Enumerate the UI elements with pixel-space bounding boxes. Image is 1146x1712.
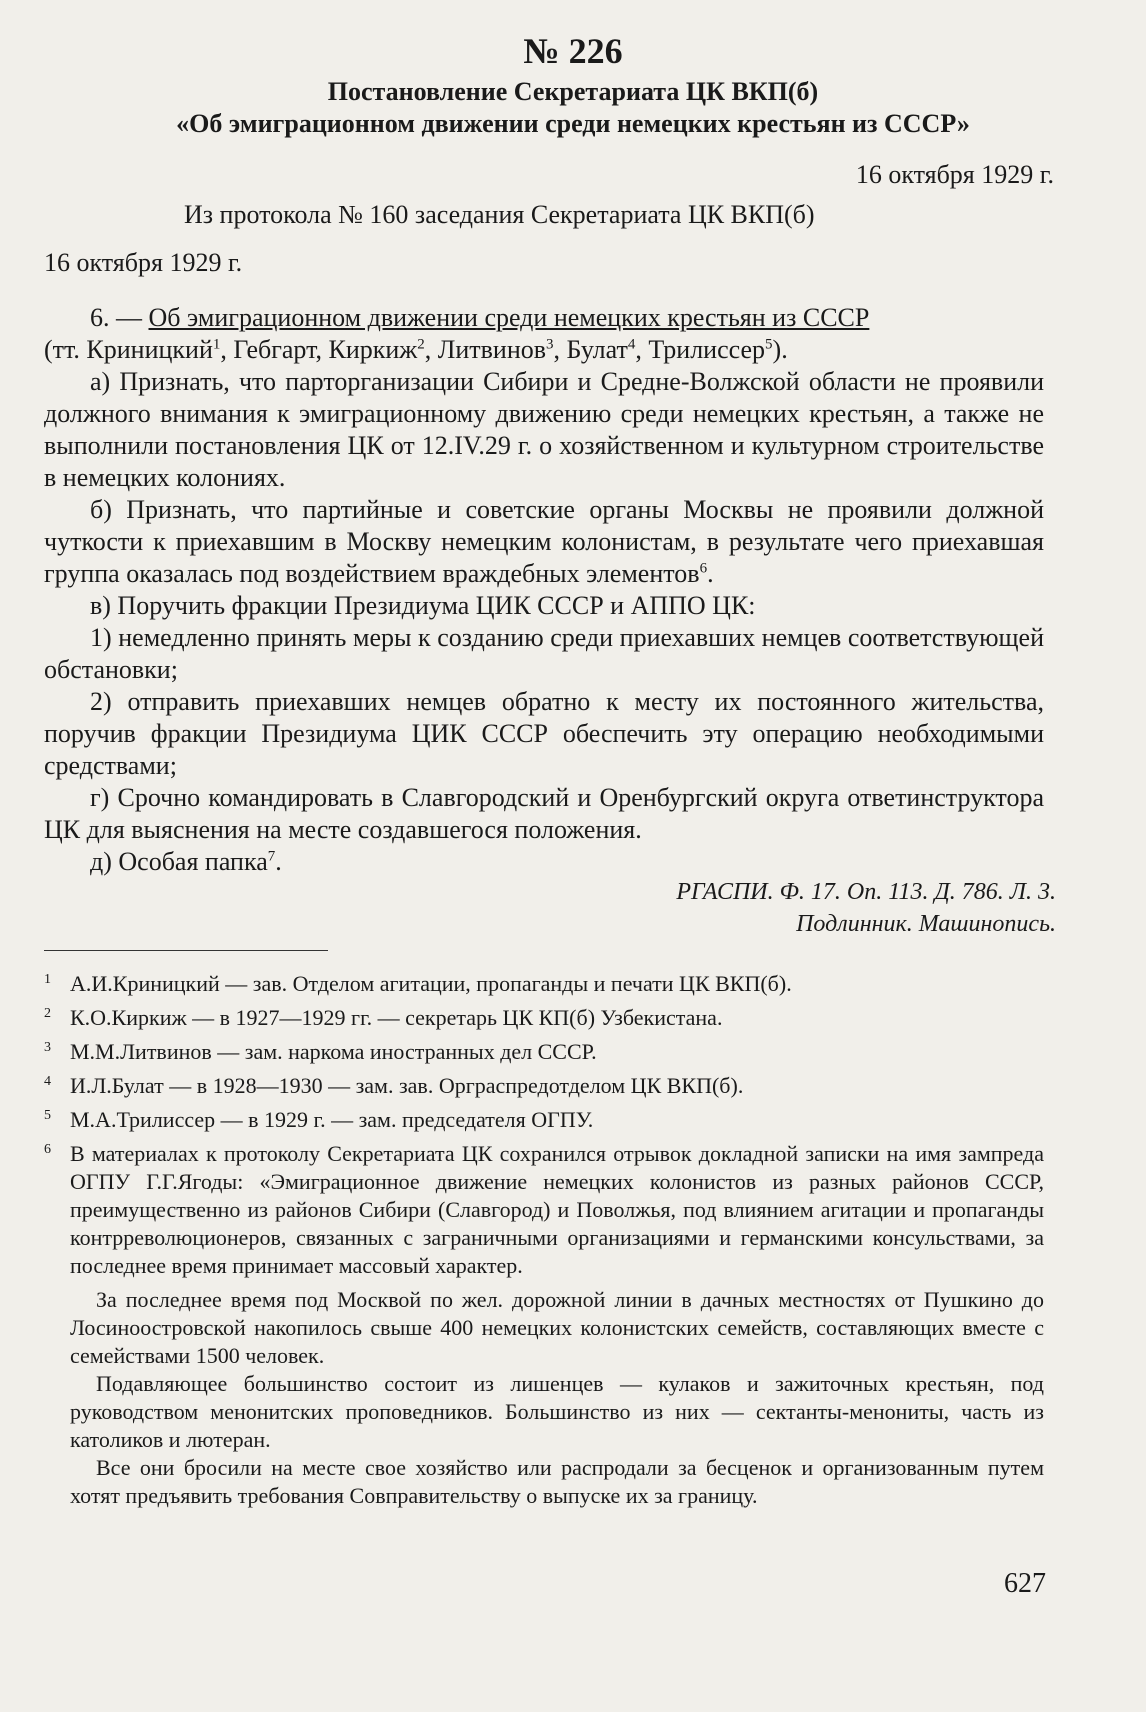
footnote: 4 И.Л.Булат — в 1928—1930 — зам. зав. Орграспредотделом ЦК ВКП(б). [44,1073,744,1098]
page-number: 627 [1004,1568,1046,1599]
agenda-item-prefix: 6. — [90,303,149,332]
title-line-1: Постановление Секретариата ЦК ВКП(б) [327,77,819,106]
footnote: 5 М.А.Трилиссер — в 1929 г. — зам. председателя ОГПУ. [44,1107,594,1132]
archive-note: Подлинник. Машинопись. [796,911,1056,937]
footnote: 1 А.И.Криницкий — зав. Отделом агитации, пропаганды и печати ЦК ВКП(б). [44,971,792,996]
footnote: 6 В материалах к протоколу Секретариата ЦК сохранился отрывок докладной записки на имя зампреда ОГПУ Г.Г.Ягоды: «Эмиграционное движение немецких колонистов из разных районов СССР, преимущественно из районов Сибири (Славгород) и Поволжья, под влиянием агитации и пропаганды контрреволюционеров, связанных с заграничными организациями и германскими консульствами, за последнее время принимает массовый характер. [44,1141,1044,1278]
resolution-point-g: г) Срочно командировать в Славгородский и Оренбургский округа ответинструктора ЦК для выяснения на месте создавшегося положения. [44,783,1044,844]
footnote: 2 К.О.Киркиж — в 1927—1929 гг. — секретарь ЦК КП(б) Узбекистана. [44,1005,723,1030]
title-line-2: «Об эмиграционном движении среди немецких крестьян из СССР» [176,109,970,138]
footnote-paragraph: За последнее время под Москвой по жел. дорожной линии в дачных местностях от Пушкино до Лосиноостровской накопилось свыше 400 немецких колонистских семейств, составляющих вместе с семействами 1500 человек. [70,1287,1044,1368]
footnotes [44,970,1044,1510]
resolution-subpoint-2: 2) отправить приехавших немцев обратно к месту их постоянного жительства, поручив фракции Президиума ЦИК СССР обеспечить эту операцию необходимыми средствами; [44,687,1044,780]
protocol-heading: Из протокола № 160 заседания Секретариата ЦК ВКП(б) [184,200,815,229]
footnote-paragraph: Подавляющее большинство состоит из лишенцев — кулаков и зажиточных крестьян, под руководством менонитских проповедников. Большинство из них — сектанты-менониты, часть из католиков и лютеран. [70,1371,1044,1452]
agenda-item-heading [44,302,1044,334]
resolution-point-d: д) Особая папка$^7$. [90,847,282,876]
footnote-divider [44,950,328,951]
agenda-section [44,302,1044,878]
footnote-paragraph: Все они бросили на месте свое хозяйство или распродали за бесценок и организованным путем хотят предъявить требования Совправительству о выпуске их за границу. [70,1455,1044,1508]
protocol-date: 16 октября 1929 г. [44,248,243,277]
resolution-point-b: б) Признать, что партийные и советские органы Москвы не проявили должной чуткости к приехавшим в Москву немецким колонистам, в результате чего приехавшая группа оказалась под воздействием враждебных элементов$^6$. [44,495,1044,588]
footnote: 3 М.М.Литвинов — зам. наркома иностранных дел СССР. [44,1039,597,1064]
document-title [0,76,1146,140]
agenda-item-title: Об эмиграционном движении среди немецких крестьян из СССР [148,303,870,332]
resolution-point-a: а) Признать, что парторганизации Сибири и Средне-Волжской области не проявили должного внимания к эмиграционному движению среди немецких крестьян, а также не выполнили постановления ЦК от 12.IV.29 г. о хозяйственном и культурном строительстве в немецких колониях. [44,367,1044,492]
document-date: 16 октября 1929 г. [855,160,1054,189]
speakers-list: (тт. Криницкий$^1$, Гебгарт, Киркиж$^2$, Литвинов$^3$, Булат$^4$, Трилиссер$^5$). [44,335,788,364]
document-number: № 226 [523,31,623,71]
archive-reference [676,876,1056,940]
resolution-point-v: в) Поручить фракции Президиума ЦИК СССР и АППО ЦК: [90,591,756,620]
resolution-subpoint-1: 1) немедленно принять меры к созданию среди приехавших немцев соответствующей обстановки; [44,623,1044,684]
archive-citation: РГАСПИ. Ф. 17. Оп. 113. Д. 786. Л. 3. [676,879,1056,905]
